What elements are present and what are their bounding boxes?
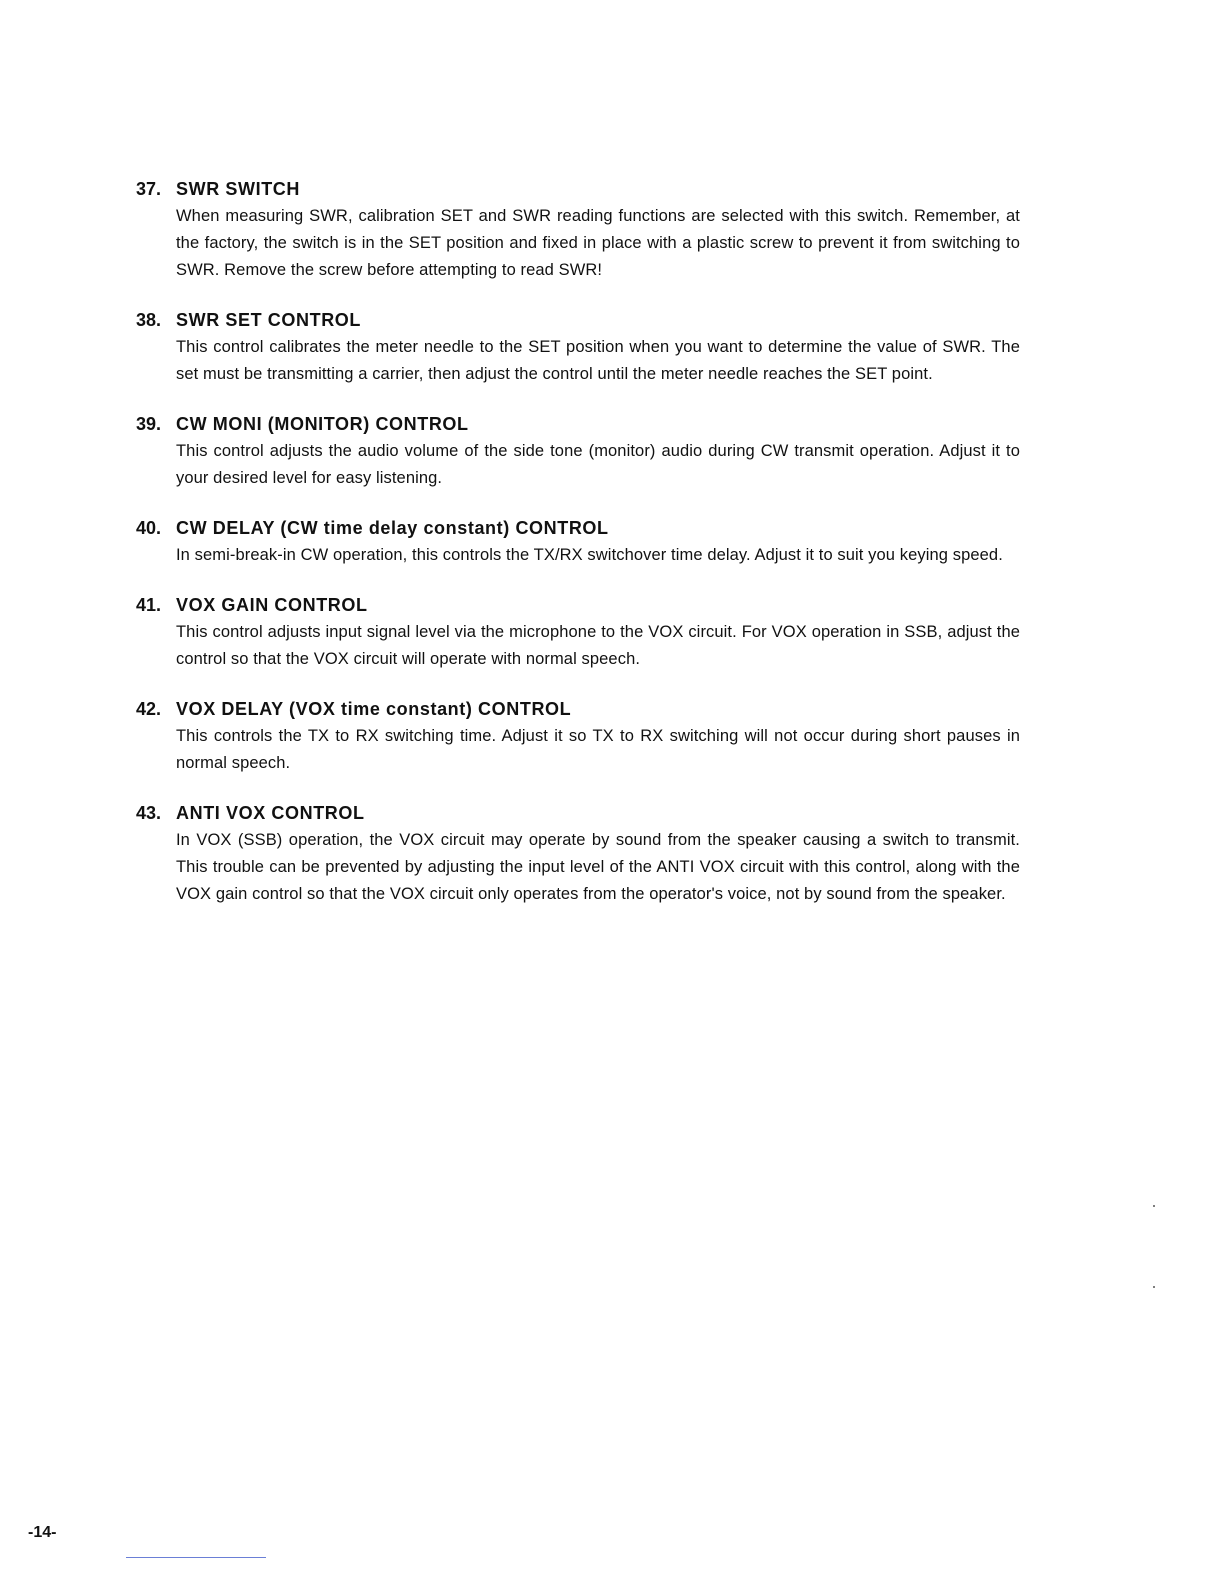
scan-speck bbox=[1153, 1286, 1155, 1288]
item-body: When measuring SWR, calibration SET and SWR reading functions are selected with this switch. Remember, at the factory, the switch is in the SET position and fixed in place with a plastic screw to prevent it from switching to SWR. Remove the screw before attempting to read SWR! bbox=[176, 207, 1020, 279]
item-number: 41. bbox=[136, 595, 162, 615]
list-item bbox=[136, 307, 1020, 388]
item-body: This control adjusts the audio volume of the side tone (monitor) audio during CW transmit operation. Adjust it to your desired level for easy listening. bbox=[176, 442, 1020, 487]
list-item bbox=[136, 696, 1020, 777]
control-descriptions-list bbox=[136, 176, 1020, 908]
item-number: 39. bbox=[136, 414, 162, 434]
item-number: 37. bbox=[136, 179, 162, 199]
footer-rule bbox=[126, 1557, 266, 1558]
item-heading: SWR SET CONTROL bbox=[176, 310, 361, 330]
list-item bbox=[136, 800, 1020, 908]
item-number: 42. bbox=[136, 699, 162, 719]
item-body: In semi-break-in CW operation, this controls the TX/RX switchover time delay. Adjust it to suit you keying speed. bbox=[176, 546, 1003, 564]
item-number: 43. bbox=[136, 803, 162, 823]
scan-speck bbox=[1153, 1205, 1155, 1207]
item-heading: VOX GAIN CONTROL bbox=[176, 595, 368, 615]
item-body: This control adjusts input signal level via the microphone to the VOX circuit. For VOX operation in SSB, adjust the control so that the VOX circuit will operate with normal speech. bbox=[176, 623, 1020, 668]
item-body: This control calibrates the meter needle to the SET position when you want to determine the value of SWR. The set must be transmitting a carrier, then adjust the control until the meter needle reaches the SET point. bbox=[176, 338, 1020, 383]
item-body: This controls the TX to RX switching time. Adjust it so TX to RX switching will not occur during short pauses in normal speech. bbox=[176, 727, 1020, 772]
item-heading: CW DELAY (CW time delay constant) CONTROL bbox=[176, 518, 609, 538]
page-number: -14- bbox=[28, 1524, 57, 1541]
item-heading: SWR SWITCH bbox=[176, 179, 300, 199]
item-heading: ANTI VOX CONTROL bbox=[176, 803, 365, 823]
item-number: 38. bbox=[136, 310, 162, 330]
list-item bbox=[136, 592, 1020, 673]
list-item bbox=[136, 176, 1020, 284]
item-heading: CW MONI (MONITOR) CONTROL bbox=[176, 414, 469, 434]
list-item bbox=[136, 515, 1020, 569]
item-body: In VOX (SSB) operation, the VOX circuit may operate by sound from the speaker causing a switch to transmit. This trouble can be prevented by adjusting the input level of the ANTI VOX circuit with this control, along with the VOX gain control so that the VOX circuit only operates from the operator's voice, not by sound from the speaker. bbox=[176, 831, 1020, 903]
item-number: 40. bbox=[136, 518, 162, 538]
list-item bbox=[136, 411, 1020, 492]
item-heading: VOX DELAY (VOX time constant) CONTROL bbox=[176, 699, 572, 719]
